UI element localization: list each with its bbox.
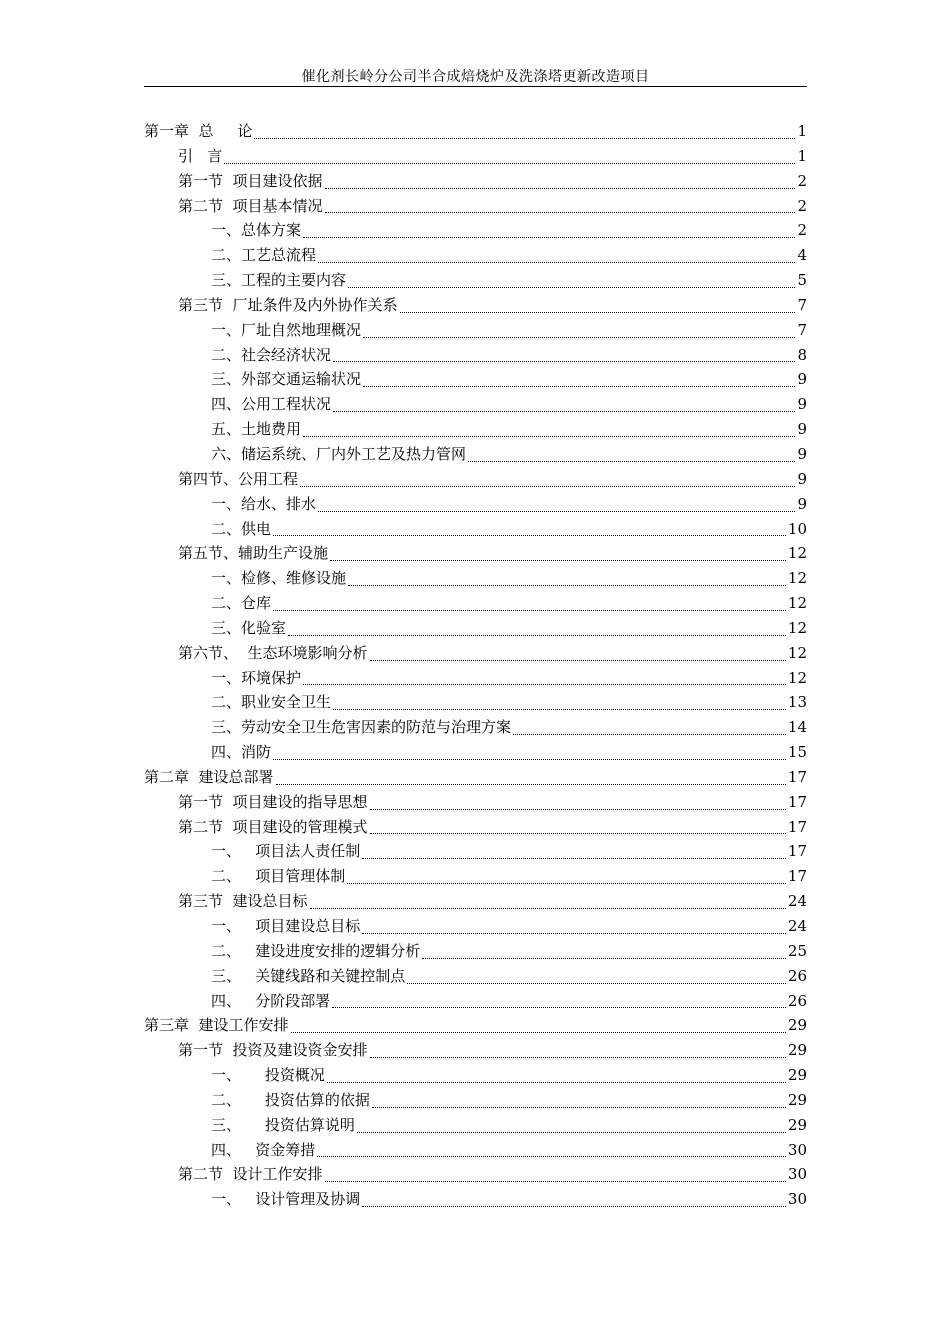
- toc-dot-leader: [325, 1171, 786, 1182]
- toc-entry-page-number: 26: [787, 966, 807, 985]
- toc-entry-page-number: 13: [787, 693, 807, 712]
- toc-entry[interactable]: [144, 1188, 807, 1213]
- toc-entry-label: 二、社会经济状况: [211, 345, 332, 364]
- toc-entry-label: 引 言: [178, 146, 223, 165]
- toc-dot-leader: [370, 823, 786, 834]
- toc-dot-leader: [333, 401, 795, 412]
- toc-dot-leader: [327, 1072, 786, 1083]
- toc-entry[interactable]: [144, 542, 807, 567]
- toc-entry[interactable]: [144, 667, 807, 692]
- toc-entry-page-number: 10: [787, 519, 807, 538]
- toc-entry-page-number: 9: [797, 420, 807, 439]
- toc-entry-page-number: 9: [797, 370, 807, 389]
- toc-entry-page-number: 12: [787, 618, 807, 637]
- toc-entry[interactable]: [144, 990, 807, 1015]
- toc-entry-page-number: 2: [797, 171, 807, 190]
- toc-entry-page-number: 9: [797, 395, 807, 414]
- toc-entry-page-number: 1: [797, 146, 807, 165]
- toc-dot-leader: [370, 650, 786, 661]
- toc-entry-page-number: 9: [797, 444, 807, 463]
- toc-dot-leader: [372, 1097, 786, 1108]
- toc-entry[interactable]: [144, 518, 807, 543]
- toc-dot-leader: [407, 973, 786, 984]
- toc-entry-label: 第一章 总 论: [144, 122, 253, 140]
- toc-dot-leader: [288, 625, 786, 636]
- toc-dot-leader: [333, 699, 786, 710]
- toc-entry-label: 三、 投资估算说明: [211, 1115, 355, 1134]
- toc-entry-label: 第一节 投资及建设资金安排: [178, 1041, 368, 1060]
- toc-entry[interactable]: [144, 219, 807, 244]
- toc-entry-label: 四、 分阶段部署: [211, 991, 331, 1010]
- toc-entry-label: 六、储运系统、厂内外工艺及热力管网: [211, 444, 467, 463]
- toc-entry-page-number: 17: [787, 842, 807, 861]
- toc-dot-leader: [348, 277, 795, 288]
- toc-entry-page-number: 12: [787, 668, 807, 687]
- toc-entry[interactable]: [144, 1163, 807, 1188]
- toc-entry[interactable]: [144, 642, 807, 667]
- toc-dot-leader: [400, 302, 796, 313]
- toc-entry-page-number: 29: [787, 1115, 807, 1134]
- toc-dot-leader: [325, 178, 796, 189]
- toc-dot-leader: [333, 351, 795, 362]
- toc-dot-leader: [362, 923, 786, 934]
- toc-entry[interactable]: [144, 691, 807, 716]
- toc-dot-leader: [370, 799, 786, 810]
- toc-entry-label: 第一节 项目建设依据: [178, 171, 323, 190]
- toc-entry-page-number: 17: [787, 867, 807, 886]
- toc-dot-leader: [363, 376, 795, 387]
- toc-entry-label: 第三节 厂址条件及内外协作关系: [178, 295, 398, 314]
- toc-entry[interactable]: [144, 418, 807, 443]
- toc-entry-page-number: 25: [787, 941, 807, 960]
- toc-entry[interactable]: [144, 592, 807, 617]
- toc-entry-label: 四、公用工程状况: [211, 395, 332, 414]
- toc-entry-page-number: 17: [787, 817, 807, 836]
- toc-dot-leader: [291, 1022, 786, 1033]
- table-of-contents: [144, 120, 807, 1213]
- toc-entry[interactable]: [144, 269, 807, 294]
- toc-entry-page-number: 12: [787, 594, 807, 613]
- toc-entry-page-number: 7: [797, 295, 807, 314]
- toc-entry-page-number: 12: [787, 643, 807, 662]
- toc-dot-leader: [362, 1196, 786, 1207]
- toc-entry-label: 三、化验室: [211, 618, 287, 637]
- toc-entry-label: 三、 关键线路和关键控制点: [211, 966, 406, 985]
- toc-entry-page-number: 9: [797, 469, 807, 488]
- toc-entry-label: 第一节 项目建设的指导思想: [178, 792, 368, 811]
- toc-entry[interactable]: [144, 493, 807, 518]
- toc-entry[interactable]: [144, 145, 807, 170]
- toc-entry-label: 第二节 项目建设的管理模式: [178, 817, 368, 836]
- toc-entry[interactable]: [144, 965, 807, 990]
- toc-dot-leader: [273, 749, 786, 760]
- toc-entry[interactable]: [144, 791, 807, 816]
- toc-entry[interactable]: [144, 617, 807, 642]
- toc-entry[interactable]: [144, 1089, 807, 1114]
- toc-entry-label: 二、仓库: [211, 594, 272, 613]
- toc-entry-label: 三、工程的主要内容: [211, 271, 347, 290]
- toc-entry-page-number: 15: [787, 743, 807, 762]
- toc-entry-page-number: 8: [797, 345, 807, 364]
- toc-entry[interactable]: [144, 940, 807, 965]
- toc-entry[interactable]: [144, 1064, 807, 1089]
- toc-entry[interactable]: [144, 741, 807, 766]
- toc-entry-page-number: 12: [787, 544, 807, 563]
- toc-dot-leader: [422, 948, 786, 959]
- toc-entry[interactable]: [144, 1039, 807, 1064]
- toc-entry-label: 第二节 项目基本情况: [178, 196, 323, 215]
- toc-entry-label: 二、职业安全卫生: [211, 693, 332, 712]
- toc-dot-leader: [254, 128, 795, 139]
- toc-dot-leader: [303, 426, 795, 437]
- toc-entry-page-number: 17: [787, 792, 807, 811]
- toc-entry[interactable]: [144, 468, 807, 493]
- toc-dot-leader: [325, 202, 796, 213]
- toc-dot-leader: [303, 674, 786, 685]
- toc-entry-label: 一、环境保护: [211, 668, 302, 687]
- toc-dot-leader: [318, 252, 795, 263]
- toc-entry[interactable]: [144, 716, 807, 741]
- toc-dot-leader: [330, 550, 786, 561]
- toc-dot-leader: [513, 724, 786, 735]
- toc-entry-label: 二、 投资估算的依据: [211, 1090, 370, 1109]
- toc-entry-label: 四、 资金筹措: [211, 1140, 316, 1159]
- toc-entry-label: 四、消防: [211, 743, 272, 762]
- toc-dot-leader: [310, 898, 786, 909]
- toc-entry-page-number: 30: [787, 1140, 807, 1159]
- toc-entry-page-number: 26: [787, 991, 807, 1010]
- toc-entry-label: 第五节、辅助生产设施: [178, 544, 329, 563]
- toc-entry-label: 一、总体方案: [211, 221, 302, 240]
- toc-entry[interactable]: [144, 170, 807, 195]
- toc-entry-page-number: 30: [787, 1165, 807, 1184]
- toc-entry-page-number: 5: [797, 271, 807, 290]
- toc-entry[interactable]: [144, 443, 807, 468]
- toc-entry[interactable]: [144, 890, 807, 915]
- toc-entry[interactable]: [144, 1139, 807, 1164]
- toc-entry-page-number: 1: [797, 122, 807, 140]
- toc-entry-page-number: 24: [787, 892, 807, 911]
- toc-dot-leader: [332, 997, 786, 1008]
- toc-entry-page-number: 29: [787, 1090, 807, 1109]
- toc-entry-label: 五、土地费用: [211, 420, 302, 439]
- toc-dot-leader: [276, 774, 786, 785]
- toc-dot-leader: [300, 476, 795, 487]
- toc-entry-label: 三、劳动安全卫生危害因素的防范与治理方案: [211, 718, 512, 737]
- toc-entry-page-number: 2: [797, 196, 807, 215]
- toc-entry-page-number: 29: [787, 1066, 807, 1085]
- toc-entry[interactable]: [144, 294, 807, 319]
- toc-entry-label: 一、 设计管理及协调: [211, 1190, 361, 1209]
- toc-entry[interactable]: [144, 244, 807, 269]
- toc-entry[interactable]: [144, 319, 807, 344]
- toc-entry[interactable]: [144, 865, 807, 890]
- toc-entry-label: 一、 项目建设总目标: [211, 917, 361, 935]
- toc-entry-label: 第四节、公用工程: [178, 469, 299, 488]
- toc-dot-leader: [370, 1047, 786, 1058]
- toc-entry[interactable]: [144, 120, 807, 145]
- toc-entry-label: 第二章 建设总部署: [144, 767, 274, 786]
- toc-entry-label: 第六节、 生态环境影响分析: [178, 643, 368, 662]
- toc-entry[interactable]: [144, 840, 807, 865]
- toc-entry[interactable]: [144, 915, 807, 940]
- toc-entry-label: 第三章 建设工作安排: [144, 1016, 289, 1035]
- toc-entry-label: 二、工艺总流程: [211, 246, 317, 265]
- toc-dot-leader: [348, 575, 786, 586]
- toc-dot-leader: [224, 153, 795, 164]
- page-header-title: 催化剂长岭分公司半合成焙烧炉及洗涤塔更新改造项目: [301, 69, 650, 85]
- toc-entry-page-number: 29: [787, 1041, 807, 1060]
- toc-dot-leader: [357, 1122, 786, 1133]
- toc-entry-label: 二、供电: [211, 519, 272, 538]
- toc-entry-label: 一、 投资概况: [211, 1066, 325, 1085]
- toc-entry[interactable]: [144, 1114, 807, 1139]
- toc-entry[interactable]: [144, 766, 807, 791]
- toc-entry-label: 第三节 建设总目标: [178, 892, 308, 911]
- toc-entry-page-number: 9: [797, 494, 807, 513]
- toc-entry[interactable]: [144, 393, 807, 418]
- toc-dot-leader: [303, 227, 795, 238]
- toc-entry-label: 一、给水、排水: [211, 494, 317, 513]
- toc-entry[interactable]: [144, 816, 807, 841]
- toc-entry-page-number: 12: [787, 569, 807, 588]
- toc-dot-leader: [317, 1146, 786, 1157]
- toc-entry-page-number: 17: [787, 767, 807, 786]
- toc-dot-leader: [273, 600, 786, 611]
- toc-entry-label: 第二节 设计工作安排: [178, 1165, 323, 1184]
- toc-entry-label: 二、 建设进度安排的逻辑分析: [211, 941, 421, 960]
- toc-entry-page-number: 4: [797, 246, 807, 265]
- toc-entry[interactable]: [144, 195, 807, 220]
- toc-entry[interactable]: [144, 344, 807, 369]
- toc-entry-label: 一、 项目法人责任制: [211, 842, 361, 861]
- toc-dot-leader: [363, 327, 795, 338]
- toc-dot-leader: [318, 501, 795, 512]
- toc-dot-leader: [468, 451, 795, 462]
- toc-entry-page-number: 14: [787, 718, 807, 737]
- toc-entry-page-number: 29: [787, 1016, 807, 1035]
- toc-entry[interactable]: [144, 1014, 807, 1039]
- toc-entry-label: 一、检修、维修设施: [211, 569, 347, 588]
- toc-dot-leader: [362, 848, 786, 859]
- header-rule: [144, 86, 807, 87]
- toc-entry-page-number: 2: [797, 221, 807, 240]
- toc-entry-page-number: 24: [787, 917, 807, 935]
- toc-entry-label: 三、外部交通运输状况: [211, 370, 362, 389]
- toc-dot-leader: [347, 873, 786, 884]
- toc-entry-page-number: 30: [787, 1190, 807, 1209]
- toc-entry-page-number: 7: [797, 320, 807, 339]
- toc-dot-leader: [273, 525, 786, 536]
- toc-entry-label: 一、厂址自然地理概况: [211, 320, 362, 339]
- toc-entry-label: 二、 项目管理体制: [211, 867, 346, 886]
- toc-entry[interactable]: [144, 567, 807, 592]
- toc-entry[interactable]: [144, 368, 807, 393]
